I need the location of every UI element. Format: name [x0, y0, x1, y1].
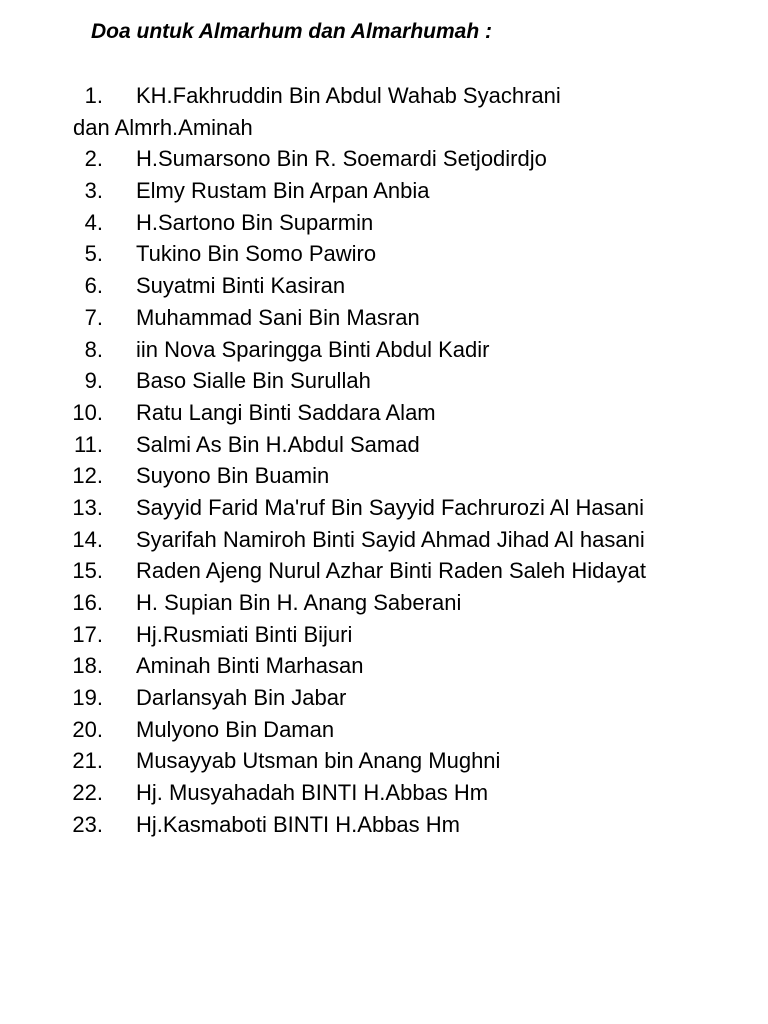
list-item [0, 175, 768, 207]
item-name: Mulyono Bin Daman [136, 716, 335, 742]
list-item [0, 492, 768, 524]
list-item [0, 429, 768, 461]
list-item-continuation [0, 112, 768, 144]
document-title: Doa untuk Almarhum dan Almarhumah : [91, 20, 492, 43]
list-item [0, 714, 768, 746]
list-item [0, 682, 768, 714]
item-number: 6. [84, 273, 103, 299]
item-name: Raden Ajeng Nurul Azhar Binti Raden Saleh Hidayat [136, 558, 646, 584]
item-name: Musayyab Utsman bin Anang Mughni [136, 748, 501, 774]
item-number: 7. [84, 304, 103, 330]
item-number: 3. [84, 178, 103, 204]
item-number: 9. [84, 368, 103, 394]
item-name: Syarifah Namiroh Binti Sayid Ahmad Jihad Al hasani [136, 526, 645, 552]
list-item [0, 460, 768, 492]
item-number: 23. [72, 811, 103, 837]
item-number: 12. [72, 463, 103, 489]
list-item [0, 207, 768, 239]
item-name: KH.Fakhruddin Bin Abdul Wahab Syachrani [136, 83, 561, 108]
item-name: Suyatmi Binti Kasiran [136, 273, 346, 299]
item-name: Suyono Bin Buamin [136, 463, 330, 489]
item-name: Muhammad Sani Bin Masran [136, 304, 420, 330]
item-number: 2. [84, 146, 103, 172]
name-list [0, 80, 768, 841]
item-number: 16. [72, 590, 103, 615]
list-item [0, 238, 768, 270]
item-name: Hj.Kasmaboti BINTI H.Abbas Hm [136, 811, 460, 837]
item-name: Aminah Binti Marhasan [136, 653, 364, 679]
item-number: 19. [72, 685, 103, 711]
list-item [0, 619, 768, 651]
list-item [0, 143, 768, 175]
item-number: 20. [72, 716, 103, 742]
list-item [0, 587, 768, 619]
item-name: iin Nova Sparingga Binti Abdul Kadir [136, 336, 490, 362]
list-item [0, 334, 768, 366]
item-number: 17. [72, 621, 103, 647]
item-name: Darlansyah Bin Jabar [136, 685, 347, 711]
item-name: Hj. Musyahadah BINTI H.Abbas Hm [136, 780, 489, 806]
list-item [0, 80, 768, 112]
item-number: 18. [72, 653, 103, 679]
item-number: 13. [72, 494, 103, 520]
item-name: Ratu Langi Binti Saddara Alam [136, 399, 436, 425]
item-number: 15. [72, 558, 103, 584]
item-name: H.Sumarsono Bin R. Soemardi Setjodirdjo [136, 146, 547, 172]
list-item [0, 397, 768, 429]
item-name: Hj.Rusmiati Binti Bijuri [136, 621, 353, 647]
item-number: 1. [84, 83, 103, 108]
item-name: Sayyid Farid Ma'ruf Bin Sayyid Fachrurozi Al Hasani [136, 494, 644, 520]
list-item [0, 650, 768, 682]
list-item [0, 270, 768, 302]
item-number: 5. [84, 241, 103, 267]
item-number: 14. [72, 526, 103, 552]
item-name: Salmi As Bin H.Abdul Samad [136, 431, 420, 457]
item-name: Tukino Bin Somo Pawiro [136, 241, 377, 267]
list-item [0, 524, 768, 556]
item-name: Elmy Rustam Bin Arpan Anbia [136, 178, 430, 204]
list-item [0, 555, 768, 587]
item-number: 21. [72, 748, 103, 774]
item-number: 8. [84, 336, 103, 362]
list-item [0, 365, 768, 397]
item-number: 11. [74, 431, 103, 457]
item-number: 10. [72, 399, 103, 425]
list-item [0, 777, 768, 809]
item-name: H. Supian Bin H. Anang Saberani [136, 590, 462, 615]
item-name: Baso Sialle Bin Surullah [136, 368, 371, 394]
item-name-continuation: dan Almrh.Aminah [73, 114, 253, 140]
item-number: 22. [72, 780, 103, 806]
list-item [0, 745, 768, 777]
list-item [0, 302, 768, 334]
item-number: 4. [84, 209, 103, 235]
item-name: H.Sartono Bin Suparmin [136, 209, 374, 235]
list-item [0, 809, 768, 841]
